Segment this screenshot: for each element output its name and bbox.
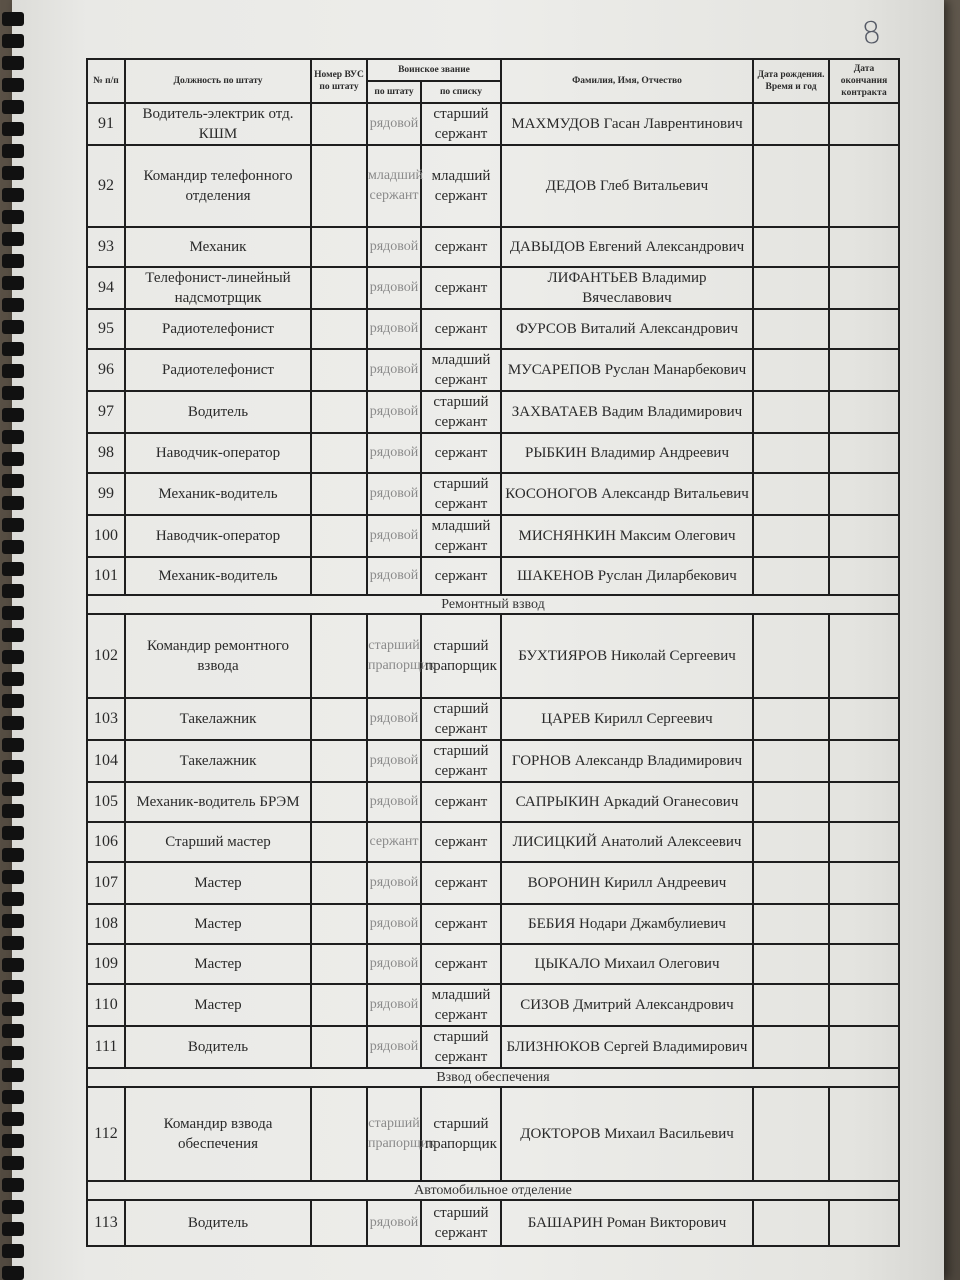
row-number: 92	[87, 145, 125, 227]
binding-ring	[2, 914, 24, 928]
rank-staff-cell: рядовой	[367, 103, 421, 145]
vus-cell	[311, 145, 367, 227]
rank-staff-cell: рядовой	[367, 473, 421, 515]
binding-ring	[2, 892, 24, 906]
binding-ring	[2, 1200, 24, 1214]
rank-staff-cell: рядовой	[367, 904, 421, 944]
position-cell: Водитель	[125, 1200, 311, 1246]
contract-end-cell	[829, 698, 899, 740]
position-cell: Наводчик-оператор	[125, 433, 311, 473]
rank-staff-cell: рядовой	[367, 944, 421, 984]
birth-date-cell	[753, 862, 829, 904]
birth-date-cell	[753, 349, 829, 391]
table-row	[87, 349, 899, 391]
personnel-roster-table	[86, 58, 900, 1247]
header-rank-group: Воинское звание	[367, 59, 501, 81]
table-row	[87, 904, 899, 944]
binding-ring	[2, 1112, 24, 1126]
vus-cell	[311, 862, 367, 904]
rank-staff-cell: рядовой	[367, 433, 421, 473]
header-contract-end: Дата окончания контракта	[829, 59, 899, 103]
contract-end-cell	[829, 822, 899, 862]
binding-ring	[2, 804, 24, 818]
contract-end-cell	[829, 227, 899, 267]
binding-ring	[2, 122, 24, 136]
vus-cell	[311, 267, 367, 309]
row-number: 96	[87, 349, 125, 391]
rank-list-cell: старший сержант	[421, 473, 501, 515]
binding-ring	[2, 1090, 24, 1104]
position-cell: Мастер	[125, 904, 311, 944]
binding-ring	[2, 628, 24, 642]
header-birth: Дата рождения. Время и год	[753, 59, 829, 103]
binding-ring	[2, 738, 24, 752]
contract-end-cell	[829, 862, 899, 904]
rank-staff-cell: рядовой	[367, 698, 421, 740]
birth-date-cell	[753, 1026, 829, 1068]
position-cell: Телефонист-линейный надсмотрщик	[125, 267, 311, 309]
row-number: 106	[87, 822, 125, 862]
vus-cell	[311, 944, 367, 984]
birth-date-cell	[753, 433, 829, 473]
contract-end-cell	[829, 103, 899, 145]
table-row	[87, 698, 899, 740]
handwritten-page-number: 8	[860, 15, 883, 52]
row-number: 109	[87, 944, 125, 984]
birth-date-cell	[753, 227, 829, 267]
binding-ring	[2, 496, 24, 510]
rank-staff-cell: рядовой	[367, 984, 421, 1026]
rank-list-cell: старший сержант	[421, 740, 501, 782]
position-cell: Водитель-электрик отд. КШМ	[125, 103, 311, 145]
binding-ring	[2, 1002, 24, 1016]
vus-cell	[311, 740, 367, 782]
birth-date-cell	[753, 904, 829, 944]
table-row	[87, 614, 899, 698]
birth-date-cell	[753, 984, 829, 1026]
contract-end-cell	[829, 614, 899, 698]
binding-ring	[2, 210, 24, 224]
table-row	[87, 782, 899, 822]
vus-cell	[311, 1087, 367, 1181]
birth-date-cell	[753, 515, 829, 557]
binding-ring	[2, 562, 24, 576]
binding-ring	[2, 540, 24, 554]
rank-list-cell: сержант	[421, 782, 501, 822]
vus-cell	[311, 227, 367, 267]
vus-cell	[311, 904, 367, 944]
row-number: 97	[87, 391, 125, 433]
row-number: 101	[87, 557, 125, 595]
rank-staff-cell: рядовой	[367, 267, 421, 309]
vus-cell	[311, 309, 367, 349]
binding-ring	[2, 1156, 24, 1170]
birth-date-cell	[753, 309, 829, 349]
binding-ring	[2, 430, 24, 444]
birth-date-cell	[753, 698, 829, 740]
position-cell: Такелажник	[125, 698, 311, 740]
contract-end-cell	[829, 904, 899, 944]
full-name-cell: МАХМУДОВ Гасан Лаврентинович	[501, 103, 753, 145]
section-title: Ремонтный взвод	[87, 595, 899, 614]
binding-ring	[2, 958, 24, 972]
rank-staff-cell: старший прапорщик	[367, 614, 421, 698]
contract-end-cell	[829, 1200, 899, 1246]
row-number: 94	[87, 267, 125, 309]
birth-date-cell	[753, 740, 829, 782]
binding-ring	[2, 56, 24, 70]
row-number: 112	[87, 1087, 125, 1181]
contract-end-cell	[829, 984, 899, 1026]
full-name-cell: ЛИФАНТЬЕВ Владимир Вячеславович	[501, 267, 753, 309]
vus-cell	[311, 391, 367, 433]
binding-ring	[2, 34, 24, 48]
birth-date-cell	[753, 267, 829, 309]
row-number: 102	[87, 614, 125, 698]
binding-ring	[2, 694, 24, 708]
row-number: 111	[87, 1026, 125, 1068]
binding-ring	[2, 78, 24, 92]
rank-list-cell: сержант	[421, 904, 501, 944]
birth-date-cell	[753, 1087, 829, 1181]
rank-list-cell: младший сержант	[421, 984, 501, 1026]
binding-ring	[2, 936, 24, 950]
binding-ring	[2, 760, 24, 774]
position-cell: Радиотелефонист	[125, 309, 311, 349]
table-row	[87, 309, 899, 349]
vus-cell	[311, 515, 367, 557]
header-num: № п/п	[87, 59, 125, 103]
position-cell: Механик-водитель	[125, 473, 311, 515]
binding-ring	[2, 1178, 24, 1192]
table-row	[87, 267, 899, 309]
position-cell: Такелажник	[125, 740, 311, 782]
full-name-cell: ДЕДОВ Глеб Витальевич	[501, 145, 753, 227]
full-name-cell: ЦАРЕВ Кирилл Сергеевич	[501, 698, 753, 740]
section-title: Автомобильное отделение	[87, 1181, 899, 1200]
birth-date-cell	[753, 391, 829, 433]
table-row	[87, 740, 899, 782]
position-cell: Механик-водитель	[125, 557, 311, 595]
contract-end-cell	[829, 740, 899, 782]
contract-end-cell	[829, 944, 899, 984]
full-name-cell: СИЗОВ Дмитрий Александрович	[501, 984, 753, 1026]
full-name-cell: ШАКЕНОВ Руслан Диларбекович	[501, 557, 753, 595]
binding-ring	[2, 1068, 24, 1082]
birth-date-cell	[753, 1200, 829, 1246]
position-cell: Водитель	[125, 1026, 311, 1068]
binding-ring	[2, 386, 24, 400]
birth-date-cell	[753, 145, 829, 227]
binding-ring	[2, 606, 24, 620]
rank-staff-cell: рядовой	[367, 557, 421, 595]
binding-ring	[2, 474, 24, 488]
position-cell: Механик-водитель БРЭМ	[125, 782, 311, 822]
rank-list-cell: сержант	[421, 267, 501, 309]
binding-ring	[2, 1222, 24, 1236]
binding-ring	[2, 782, 24, 796]
position-cell: Мастер	[125, 862, 311, 904]
contract-end-cell	[829, 1026, 899, 1068]
full-name-cell: ДОКТОРОВ Михаил Васильевич	[501, 1087, 753, 1181]
binding-ring	[2, 1244, 24, 1258]
binding-ring	[2, 980, 24, 994]
full-name-cell: ЗАХВАТАЕВ Вадим Владимирович	[501, 391, 753, 433]
full-name-cell: ВОРОНИН Кирилл Андреевич	[501, 862, 753, 904]
table-row	[87, 433, 899, 473]
row-number: 99	[87, 473, 125, 515]
birth-date-cell	[753, 103, 829, 145]
full-name-cell: РЫБКИН Владимир Андреевич	[501, 433, 753, 473]
full-name-cell: БЕБИЯ Нодари Джамбулиевич	[501, 904, 753, 944]
rank-list-cell: старший сержант	[421, 1200, 501, 1246]
table-row	[87, 1200, 899, 1246]
table-row	[87, 473, 899, 515]
table-row	[87, 145, 899, 227]
table-row	[87, 1087, 899, 1181]
rank-staff-cell: рядовой	[367, 1026, 421, 1068]
rank-list-cell: сержант	[421, 944, 501, 984]
vus-cell	[311, 822, 367, 862]
position-cell: Механик	[125, 227, 311, 267]
full-name-cell: ФУРСОВ Виталий Александрович	[501, 309, 753, 349]
binding-ring	[2, 144, 24, 158]
table-row	[87, 391, 899, 433]
row-number: 110	[87, 984, 125, 1026]
binding-ring	[2, 672, 24, 686]
binding-ring	[2, 342, 24, 356]
row-number: 93	[87, 227, 125, 267]
binding-ring	[2, 1266, 24, 1280]
contract-end-cell	[829, 515, 899, 557]
row-number: 105	[87, 782, 125, 822]
binding-ring	[2, 254, 24, 268]
binding-ring	[2, 298, 24, 312]
vus-cell	[311, 1026, 367, 1068]
rank-list-cell: старший сержант	[421, 698, 501, 740]
contract-end-cell	[829, 473, 899, 515]
row-number: 91	[87, 103, 125, 145]
position-cell: Наводчик-оператор	[125, 515, 311, 557]
vus-cell	[311, 698, 367, 740]
vus-cell	[311, 782, 367, 822]
full-name-cell: МУСАРЕПОВ Руслан Манарбекович	[501, 349, 753, 391]
binding-ring	[2, 166, 24, 180]
binding-ring	[2, 320, 24, 334]
binding-ring	[2, 452, 24, 466]
table-row	[87, 862, 899, 904]
row-number: 108	[87, 904, 125, 944]
binding-ring	[2, 188, 24, 202]
rank-list-cell: младший сержант	[421, 145, 501, 227]
rank-list-cell: сержант	[421, 309, 501, 349]
binding-ring	[2, 276, 24, 290]
birth-date-cell	[753, 614, 829, 698]
full-name-cell: КОСОНОГОВ Александр Витальевич	[501, 473, 753, 515]
vus-cell	[311, 433, 367, 473]
binding-ring	[2, 100, 24, 114]
vus-cell	[311, 984, 367, 1026]
full-name-cell: ДАВЫДОВ Евгений Александрович	[501, 227, 753, 267]
header-rank-staff: по штату	[367, 81, 421, 103]
contract-end-cell	[829, 391, 899, 433]
birth-date-cell	[753, 473, 829, 515]
full-name-cell: БЛИЗНЮКОВ Сергей Владимирович	[501, 1026, 753, 1068]
contract-end-cell	[829, 557, 899, 595]
binding-ring	[2, 848, 24, 862]
table-row	[87, 944, 899, 984]
birth-date-cell	[753, 557, 829, 595]
contract-end-cell	[829, 433, 899, 473]
rank-list-cell: старший сержант	[421, 103, 501, 145]
binding-ring	[2, 584, 24, 598]
table-row	[87, 984, 899, 1026]
rank-list-cell: сержант	[421, 227, 501, 267]
birth-date-cell	[753, 944, 829, 984]
binding-ring	[2, 1024, 24, 1038]
position-cell: Командир ремонтного взвода	[125, 614, 311, 698]
binding-ring	[2, 826, 24, 840]
full-name-cell: МИСНЯНКИН Максим Олегович	[501, 515, 753, 557]
rank-staff-cell: рядовой	[367, 740, 421, 782]
binding-ring	[2, 1046, 24, 1060]
rank-list-cell: младший сержант	[421, 515, 501, 557]
row-number: 100	[87, 515, 125, 557]
rank-staff-cell: младший сержант	[367, 145, 421, 227]
row-number: 113	[87, 1200, 125, 1246]
header-fio: Фамилия, Имя, Отчество	[501, 59, 753, 103]
full-name-cell: БАШАРИН Роман Викторович	[501, 1200, 753, 1246]
header-position: Должность по штату	[125, 59, 311, 103]
rank-staff-cell: рядовой	[367, 391, 421, 433]
binding-ring	[2, 870, 24, 884]
position-cell: Старший мастер	[125, 822, 311, 862]
table-row	[87, 515, 899, 557]
section-title: Взвод обеспечения	[87, 1068, 899, 1087]
row-number: 95	[87, 309, 125, 349]
rank-list-cell: старший прапорщик	[421, 614, 501, 698]
rank-staff-cell: рядовой	[367, 227, 421, 267]
section-header-row	[87, 1068, 899, 1087]
section-header-row	[87, 1181, 899, 1200]
rank-staff-cell: рядовой	[367, 1200, 421, 1246]
position-cell: Мастер	[125, 944, 311, 984]
vus-cell	[311, 349, 367, 391]
rank-list-cell: младший сержант	[421, 349, 501, 391]
rank-staff-cell: рядовой	[367, 515, 421, 557]
binding-ring	[2, 364, 24, 378]
full-name-cell: САПРЫКИН Аркадий Оганесович	[501, 782, 753, 822]
vus-cell	[311, 1200, 367, 1246]
full-name-cell: БУХТИЯРОВ Николай Сергеевич	[501, 614, 753, 698]
header-vus: Номер ВУС по штату	[311, 59, 367, 103]
rank-staff-cell: старший прапорщик	[367, 1087, 421, 1181]
rank-staff-cell: сержант	[367, 822, 421, 862]
table-row	[87, 1026, 899, 1068]
rank-staff-cell: рядовой	[367, 862, 421, 904]
binding-ring	[2, 408, 24, 422]
position-cell: Радиотелефонист	[125, 349, 311, 391]
rank-list-cell: сержант	[421, 822, 501, 862]
contract-end-cell	[829, 309, 899, 349]
birth-date-cell	[753, 782, 829, 822]
contract-end-cell	[829, 349, 899, 391]
rank-list-cell: сержант	[421, 862, 501, 904]
contract-end-cell	[829, 782, 899, 822]
birth-date-cell	[753, 822, 829, 862]
position-cell: Командир взвода обеспечения	[125, 1087, 311, 1181]
full-name-cell: ЦЫКАЛО Михаил Олегович	[501, 944, 753, 984]
table-row	[87, 103, 899, 145]
spiral-binding	[0, 0, 26, 1280]
binding-ring	[2, 518, 24, 532]
binding-ring	[2, 12, 24, 26]
table-row	[87, 227, 899, 267]
header-rank-list: по списку	[421, 81, 501, 103]
row-number: 104	[87, 740, 125, 782]
rank-list-cell: сержант	[421, 433, 501, 473]
contract-end-cell	[829, 1087, 899, 1181]
rank-staff-cell: рядовой	[367, 309, 421, 349]
table-row	[87, 822, 899, 862]
table-row	[87, 557, 899, 595]
full-name-cell: ЛИСИЦКИЙ Анатолий Алексеевич	[501, 822, 753, 862]
binding-ring	[2, 232, 24, 246]
contract-end-cell	[829, 267, 899, 309]
row-number: 103	[87, 698, 125, 740]
binding-ring	[2, 1134, 24, 1148]
rank-staff-cell: рядовой	[367, 349, 421, 391]
rank-staff-cell: рядовой	[367, 782, 421, 822]
position-cell: Мастер	[125, 984, 311, 1026]
rank-list-cell: старший сержант	[421, 1026, 501, 1068]
rank-list-cell: старший сержант	[421, 391, 501, 433]
position-cell: Водитель	[125, 391, 311, 433]
row-number: 98	[87, 433, 125, 473]
rank-list-cell: старший прапорщик	[421, 1087, 501, 1181]
binding-ring	[2, 716, 24, 730]
position-cell: Командир телефонного отделения	[125, 145, 311, 227]
section-header-row	[87, 595, 899, 614]
full-name-cell: ГОРНОВ Александр Владимирович	[501, 740, 753, 782]
contract-end-cell	[829, 145, 899, 227]
vus-cell	[311, 557, 367, 595]
vus-cell	[311, 103, 367, 145]
vus-cell	[311, 614, 367, 698]
row-number: 107	[87, 862, 125, 904]
rank-list-cell: сержант	[421, 557, 501, 595]
vus-cell	[311, 473, 367, 515]
binding-ring	[2, 650, 24, 664]
